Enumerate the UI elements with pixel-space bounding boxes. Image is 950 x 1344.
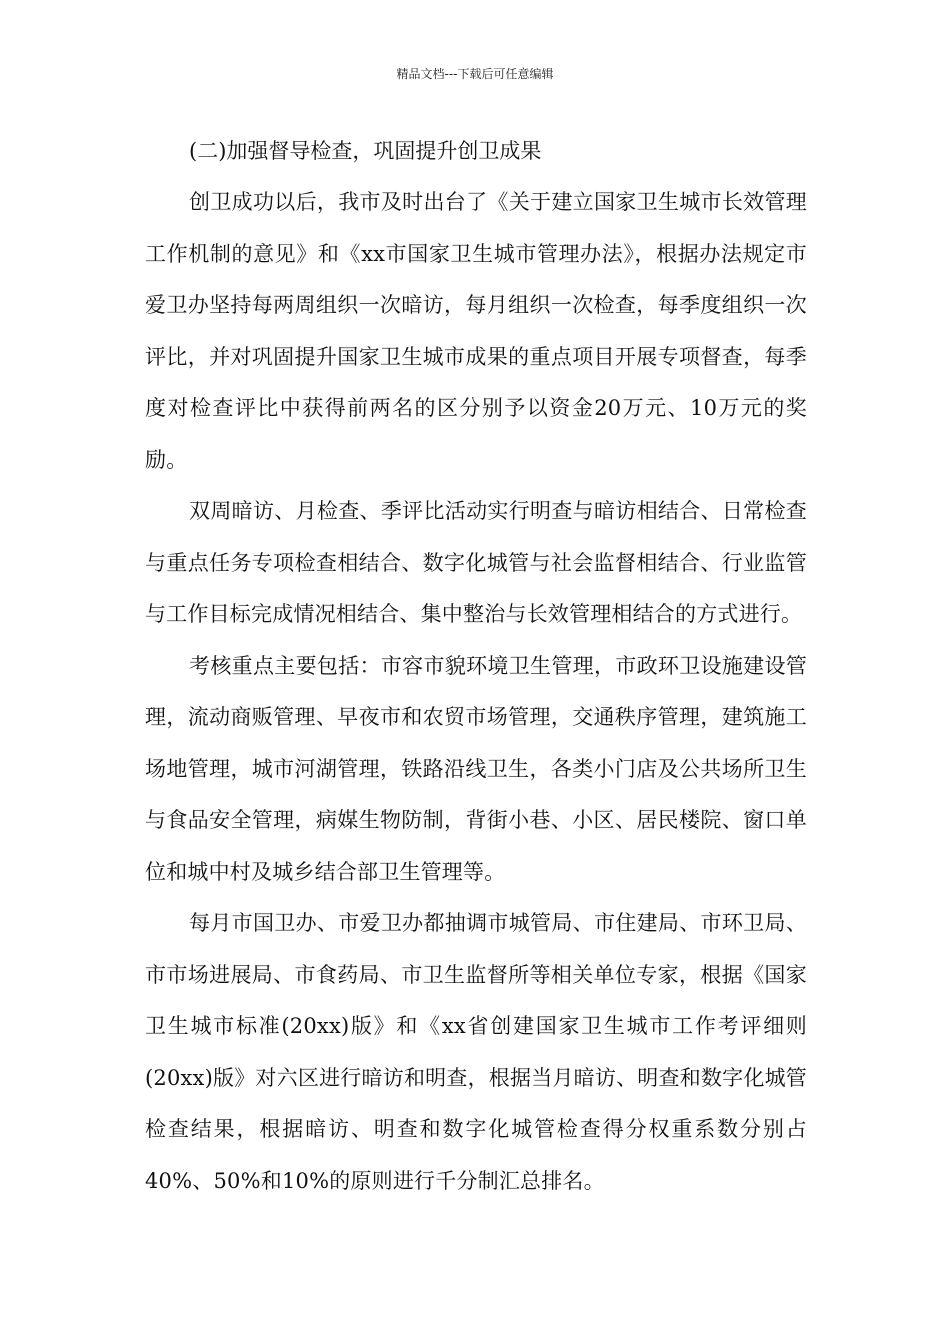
section-heading: (二)加强督导检查，巩固提升创卫成果 xyxy=(189,139,542,163)
document-body xyxy=(145,126,807,1207)
paragraph-3: 考核重点主要包括：市容市貌环境卫生管理，市政环卫设施建设管理，流动商贩管理、早夜市和农贸市场管理，交通秩序管理，建筑施工场地管理，城市河湖管理，铁路沿线卫生，各类小门店及公共场所卫生与食品安全管理，病媒生物防制，背街小巷、小区、居民楼院、窗口单位和城中村及城乡结合部卫生管理等。 xyxy=(145,653,807,884)
paragraph-2: 双周暗访、月检查、季评比活动实行明查与暗访相结合、日常检查与重点任务专项检查相结合、数字化城管与社会监督相结合、行业监管与工作目标完成情况相结合、集中整治与长效管理相结合的方式进行。 xyxy=(145,499,807,626)
paragraph-4: 每月市国卫办、市爱卫办都抽调市城管局、市住建局、市环卫局、市市场进展局、市食药局、市卫生监督所等相关单位专家，根据《国家卫生城市标准(20xx)版》和《xx省创建国家卫生城市工作考评细则(20xx)版》对六区进行暗访和明查，根据当月暗访、明查和数字化城管检查结果，根据暗访、明查和数字化城管检查得分权重系数分别占40%、50%和10%的原则进行千分制汇总排名。 xyxy=(145,911,807,1193)
page-header: 精品文档---下载后可任意编辑 xyxy=(396,67,554,81)
paragraph-1: 创卫成功以后，我市及时出台了《关于建立国家卫生城市长效管理工作机制的意见》和《xx市国家卫生城市管理办法》，根据办法规定市爱卫办坚持每两周组织一次暗访，每月组织一次检查，每季度组织一次评比，并对巩固提升国家卫生城市成果的重点项目开展专项督查，每季度对检查评比中获得前两名的区分别予以资金20万元、10万元的奖励。 xyxy=(145,190,807,472)
